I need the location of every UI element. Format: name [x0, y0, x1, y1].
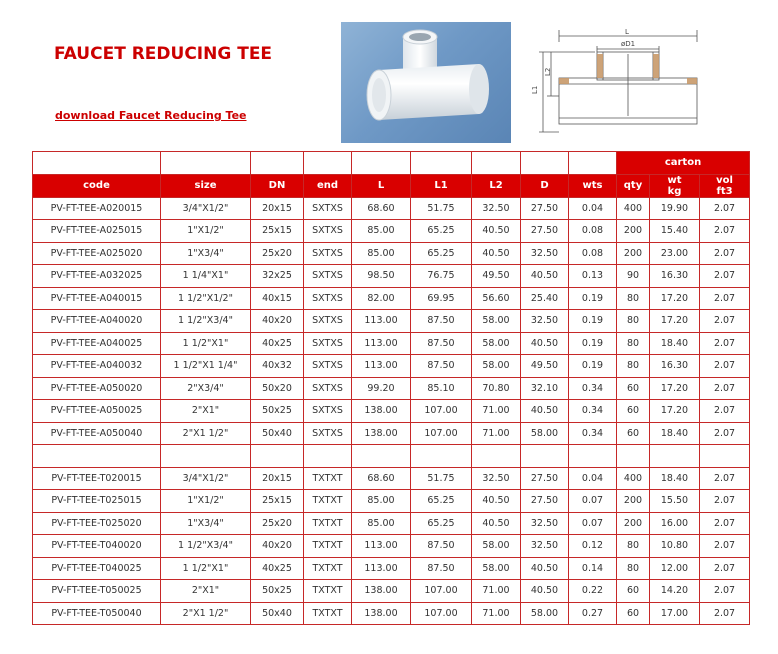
table-cell: 138.00 — [352, 400, 411, 423]
table-cell: 1"X1/2" — [161, 220, 251, 243]
table-cell: 25x20 — [251, 242, 304, 265]
table-cell: 113.00 — [352, 310, 411, 333]
table-cell: 32.50 — [521, 310, 569, 333]
table-row — [33, 197, 750, 220]
table-cell: SXTXS — [304, 220, 352, 243]
table-cell: 2.07 — [700, 557, 750, 580]
table-cell: 40.50 — [521, 332, 569, 355]
table-cell: 1 1/2"X3/4" — [161, 535, 251, 558]
table-cell: 0.14 — [569, 557, 617, 580]
table-cell: 49.50 — [521, 355, 569, 378]
table-cell: 2.07 — [700, 242, 750, 265]
table-cell: 16.30 — [650, 265, 700, 288]
table-cell: 58.00 — [521, 422, 569, 445]
page-title: FAUCET REDUCING TEE — [54, 44, 273, 64]
group-header-empty-cell — [251, 152, 304, 175]
table-cell: 60 — [617, 422, 650, 445]
table-row — [33, 512, 750, 535]
table-cell: 2.07 — [700, 287, 750, 310]
table-cell — [411, 445, 472, 468]
table-cell: TXTXT — [304, 512, 352, 535]
column-header-row — [33, 174, 750, 197]
table-cell: SXTXS — [304, 197, 352, 220]
table-cell: 2.07 — [700, 310, 750, 333]
column-header: L — [352, 174, 411, 197]
column-header: wts — [569, 174, 617, 197]
tee-cross-section-diagram — [529, 24, 710, 139]
table-cell: 2.07 — [700, 580, 750, 603]
table-cell: 32.50 — [521, 535, 569, 558]
table-cell: 0.04 — [569, 197, 617, 220]
table-cell: 27.50 — [521, 490, 569, 513]
table-cell: 87.50 — [411, 310, 472, 333]
table-cell: 87.50 — [411, 535, 472, 558]
table-cell: 0.34 — [569, 377, 617, 400]
table-cell: 85.10 — [411, 377, 472, 400]
table-cell — [33, 445, 161, 468]
table-cell: 0.34 — [569, 400, 617, 423]
table-row — [33, 557, 750, 580]
table-cell: PV-FT-TEE-T050025 — [33, 580, 161, 603]
table-cell: 68.60 — [352, 467, 411, 490]
table-cell: 2.07 — [700, 265, 750, 288]
table-cell: 50x40 — [251, 422, 304, 445]
table-cell: 138.00 — [352, 602, 411, 625]
table-cell: 69.95 — [411, 287, 472, 310]
table-cell: 138.00 — [352, 422, 411, 445]
table-cell: 68.60 — [352, 197, 411, 220]
table-cell: 10.80 — [650, 535, 700, 558]
table-cell: 58.00 — [521, 602, 569, 625]
table-cell: 113.00 — [352, 535, 411, 558]
table-cell: 50x40 — [251, 602, 304, 625]
table-cell: 40x32 — [251, 355, 304, 378]
table-cell: 3/4"X1/2" — [161, 197, 251, 220]
table-cell: 51.75 — [411, 467, 472, 490]
table-cell: 0.07 — [569, 490, 617, 513]
table-cell: 107.00 — [411, 580, 472, 603]
table-row — [33, 490, 750, 513]
technical-drawing — [529, 24, 710, 139]
table-cell: 25.40 — [521, 287, 569, 310]
table-cell: 2.07 — [700, 422, 750, 445]
table-cell: TXTXT — [304, 467, 352, 490]
table-cell: 80 — [617, 287, 650, 310]
group-header-empty-cell — [304, 152, 352, 175]
group-header-empty-cell — [33, 152, 161, 175]
table-cell: 40.50 — [472, 512, 521, 535]
table-cell: 58.00 — [472, 535, 521, 558]
table-cell: 85.00 — [352, 512, 411, 535]
table-cell: 107.00 — [411, 400, 472, 423]
table-cell: 0.19 — [569, 355, 617, 378]
table-cell: 0.04 — [569, 467, 617, 490]
table-cell: SXTXS — [304, 355, 352, 378]
spec-table — [32, 151, 750, 625]
tee-fitting-image — [341, 22, 511, 143]
table-cell: 18.40 — [650, 467, 700, 490]
table-cell: PV-FT-TEE-T025015 — [33, 490, 161, 513]
table-cell: SXTXS — [304, 265, 352, 288]
table-cell: 0.13 — [569, 265, 617, 288]
product-photo — [341, 22, 511, 143]
table-cell: SXTXS — [304, 377, 352, 400]
table-cell: 16.00 — [650, 512, 700, 535]
table-cell: 113.00 — [352, 332, 411, 355]
table-cell: 80 — [617, 310, 650, 333]
table-cell — [472, 445, 521, 468]
table-cell: 200 — [617, 490, 650, 513]
table-cell: PV-FT-TEE-A040032 — [33, 355, 161, 378]
table-cell: 56.60 — [472, 287, 521, 310]
table-cell: 1 1/2"X1 1/4" — [161, 355, 251, 378]
column-header: wt kg — [650, 174, 700, 197]
table-cell: 1 1/2"X3/4" — [161, 310, 251, 333]
table-cell: 0.27 — [569, 602, 617, 625]
table-cell: SXTXS — [304, 287, 352, 310]
table-cell: 40.50 — [521, 400, 569, 423]
table-cell: 40.50 — [521, 580, 569, 603]
dim-L1: L1 — [531, 85, 539, 94]
table-cell: 58.00 — [472, 332, 521, 355]
table-cell: 32.50 — [521, 512, 569, 535]
table-cell: 50x25 — [251, 580, 304, 603]
table-cell: 0.08 — [569, 242, 617, 265]
table-cell: 15.40 — [650, 220, 700, 243]
table-cell: PV-FT-TEE-A050025 — [33, 400, 161, 423]
table-cell: 25x15 — [251, 220, 304, 243]
table-cell: 71.00 — [472, 422, 521, 445]
table-cell: 87.50 — [411, 332, 472, 355]
table-cell: PV-FT-TEE-A025015 — [33, 220, 161, 243]
table-cell: 80 — [617, 535, 650, 558]
column-header: L1 — [411, 174, 472, 197]
table-cell — [352, 445, 411, 468]
table-cell: 40.50 — [472, 220, 521, 243]
table-cell: 71.00 — [472, 400, 521, 423]
table-cell: 32x25 — [251, 265, 304, 288]
table-cell: PV-FT-TEE-T040025 — [33, 557, 161, 580]
table-cell: 32.50 — [472, 197, 521, 220]
table-cell: 2.07 — [700, 467, 750, 490]
table-cell: 32.50 — [472, 467, 521, 490]
table-cell: 0.07 — [569, 512, 617, 535]
table-cell: 71.00 — [472, 602, 521, 625]
table-cell: 20x15 — [251, 467, 304, 490]
table-cell: 87.50 — [411, 355, 472, 378]
table-row — [33, 265, 750, 288]
column-header: code — [33, 174, 161, 197]
table-cell: 17.00 — [650, 602, 700, 625]
table-cell: 15.50 — [650, 490, 700, 513]
table-cell: 0.19 — [569, 310, 617, 333]
table-cell: 99.20 — [352, 377, 411, 400]
group-header-empty-cell — [521, 152, 569, 175]
table-cell: 1"X3/4" — [161, 242, 251, 265]
table-cell: 0.08 — [569, 220, 617, 243]
table-cell: 40.50 — [521, 265, 569, 288]
table-row — [33, 287, 750, 310]
table-cell: 27.50 — [521, 197, 569, 220]
column-header: vol ft3 — [700, 174, 750, 197]
table-cell: 18.40 — [650, 332, 700, 355]
table-cell: 200 — [617, 242, 650, 265]
table-cell: 60 — [617, 377, 650, 400]
table-cell: 2"X1 1/2" — [161, 422, 251, 445]
table-cell: 40x20 — [251, 535, 304, 558]
table-cell: 1 1/4"X1" — [161, 265, 251, 288]
table-cell: 0.22 — [569, 580, 617, 603]
table-row — [33, 377, 750, 400]
table-row — [33, 355, 750, 378]
table-cell: 2.07 — [700, 535, 750, 558]
table-cell: PV-FT-TEE-A040025 — [33, 332, 161, 355]
table-cell: 85.00 — [352, 490, 411, 513]
table-cell: 60 — [617, 602, 650, 625]
table-cell: 2.07 — [700, 602, 750, 625]
table-cell: PV-FT-TEE-T025020 — [33, 512, 161, 535]
table-cell: PV-FT-TEE-T050040 — [33, 602, 161, 625]
table-cell: 40x25 — [251, 557, 304, 580]
table-cell: 87.50 — [411, 557, 472, 580]
table-cell: 2.07 — [700, 197, 750, 220]
table-cell: 40.50 — [472, 242, 521, 265]
table-cell: 20x15 — [251, 197, 304, 220]
table-cell: 65.25 — [411, 242, 472, 265]
table-cell: 17.20 — [650, 310, 700, 333]
table-cell: 70.80 — [472, 377, 521, 400]
table-cell: SXTXS — [304, 242, 352, 265]
table-cell: PV-FT-TEE-T040020 — [33, 535, 161, 558]
table-cell: 40x20 — [251, 310, 304, 333]
table-cell: 16.30 — [650, 355, 700, 378]
table-row — [33, 467, 750, 490]
table-cell: 71.00 — [472, 580, 521, 603]
table-cell: 60 — [617, 580, 650, 603]
table-cell: 200 — [617, 220, 650, 243]
table-cell: 80 — [617, 332, 650, 355]
table-cell: TXTXT — [304, 580, 352, 603]
table-cell: PV-FT-TEE-A040015 — [33, 287, 161, 310]
table-cell: 82.00 — [352, 287, 411, 310]
table-cell: PV-FT-TEE-A040020 — [33, 310, 161, 333]
table-cell: 2"X1" — [161, 580, 251, 603]
group-header-empty-cell — [569, 152, 617, 175]
table-cell — [700, 445, 750, 468]
group-header-empty-cell — [161, 152, 251, 175]
table-cell: 107.00 — [411, 602, 472, 625]
table-cell: 18.40 — [650, 422, 700, 445]
table-cell: 200 — [617, 512, 650, 535]
table-cell — [569, 445, 617, 468]
table-cell: 400 — [617, 467, 650, 490]
table-cell: 60 — [617, 400, 650, 423]
table-cell: 32.10 — [521, 377, 569, 400]
dim-D1: øD1 — [621, 40, 636, 48]
table-cell: 58.00 — [472, 557, 521, 580]
table-cell: 2.07 — [700, 220, 750, 243]
table-row — [33, 220, 750, 243]
table-cell: 2.07 — [700, 490, 750, 513]
column-header: end — [304, 174, 352, 197]
table-cell: 0.34 — [569, 422, 617, 445]
table-cell — [161, 445, 251, 468]
table-cell: SXTXS — [304, 400, 352, 423]
table-cell: 50x20 — [251, 377, 304, 400]
column-header: D — [521, 174, 569, 197]
table-cell: 17.20 — [650, 377, 700, 400]
group-header-row — [33, 152, 750, 175]
column-header: L2 — [472, 174, 521, 197]
table-cell: 40.50 — [521, 557, 569, 580]
table-cell — [521, 445, 569, 468]
table-cell: TXTXT — [304, 535, 352, 558]
table-cell: 138.00 — [352, 580, 411, 603]
table-cell: 2"X1 1/2" — [161, 602, 251, 625]
table-row — [33, 332, 750, 355]
table-cell: 1"X3/4" — [161, 512, 251, 535]
table-cell: 113.00 — [352, 355, 411, 378]
table-row — [33, 422, 750, 445]
table-cell: SXTXS — [304, 310, 352, 333]
table-row — [33, 445, 750, 468]
table-cell: 27.50 — [521, 467, 569, 490]
table-cell: 51.75 — [411, 197, 472, 220]
table-cell: PV-FT-TEE-A050020 — [33, 377, 161, 400]
table-cell: 32.50 — [521, 242, 569, 265]
table-cell: 85.00 — [352, 242, 411, 265]
table-row — [33, 602, 750, 625]
table-cell: 2.07 — [700, 512, 750, 535]
table-cell: 3/4"X1/2" — [161, 467, 251, 490]
table-cell: 2"X3/4" — [161, 377, 251, 400]
table-cell: 400 — [617, 197, 650, 220]
table-cell: 25x15 — [251, 490, 304, 513]
table-cell: 65.25 — [411, 220, 472, 243]
table-cell — [251, 445, 304, 468]
table-cell: 2.07 — [700, 332, 750, 355]
column-header: qty — [617, 174, 650, 197]
table-cell: SXTXS — [304, 422, 352, 445]
table-row — [33, 535, 750, 558]
table-cell: 27.50 — [521, 220, 569, 243]
group-header-empty-cell — [411, 152, 472, 175]
table-cell: 58.00 — [472, 355, 521, 378]
table-cell: 113.00 — [352, 557, 411, 580]
table-cell: 65.25 — [411, 490, 472, 513]
table-cell: 2.07 — [700, 355, 750, 378]
table-cell — [650, 445, 700, 468]
table-cell: 80 — [617, 557, 650, 580]
table-cell: 1 1/2"X1/2" — [161, 287, 251, 310]
table-cell: 40x15 — [251, 287, 304, 310]
table-cell: SXTXS — [304, 332, 352, 355]
table-cell — [617, 445, 650, 468]
table-cell: 90 — [617, 265, 650, 288]
table-cell: TXTXT — [304, 490, 352, 513]
table-cell: 40x25 — [251, 332, 304, 355]
table-cell: 17.20 — [650, 400, 700, 423]
table-cell: PV-FT-TEE-A050040 — [33, 422, 161, 445]
table-cell: 2.07 — [700, 377, 750, 400]
table-row — [33, 242, 750, 265]
table-cell: 19.90 — [650, 197, 700, 220]
group-header-empty-cell — [472, 152, 521, 175]
table-row — [33, 310, 750, 333]
table-cell: 1"X1/2" — [161, 490, 251, 513]
table-cell: 65.25 — [411, 512, 472, 535]
table-cell: 25x20 — [251, 512, 304, 535]
table-cell: 80 — [617, 355, 650, 378]
dim-L2: L2 — [544, 67, 552, 76]
group-header-empty-cell — [352, 152, 411, 175]
table-cell — [304, 445, 352, 468]
table-row — [33, 400, 750, 423]
table-cell: 1 1/2"X1" — [161, 557, 251, 580]
carton-group-header: carton — [617, 152, 750, 175]
table-cell: 2.07 — [700, 400, 750, 423]
table-cell: 50x25 — [251, 400, 304, 423]
table-cell: 17.20 — [650, 287, 700, 310]
table-cell: 1 1/2"X1" — [161, 332, 251, 355]
table-cell: PV-FT-TEE-A032025 — [33, 265, 161, 288]
table-cell: TXTXT — [304, 602, 352, 625]
table-cell: 58.00 — [472, 310, 521, 333]
table-cell: 76.75 — [411, 265, 472, 288]
table-cell: PV-FT-TEE-T020015 — [33, 467, 161, 490]
table-cell: 0.19 — [569, 287, 617, 310]
table-cell: 0.19 — [569, 332, 617, 355]
table-cell: 0.12 — [569, 535, 617, 558]
column-header: size — [161, 174, 251, 197]
table-cell: 23.00 — [650, 242, 700, 265]
download-link[interactable]: download Faucet Reducing Tee — [55, 109, 247, 122]
table-row — [33, 580, 750, 603]
table-cell: TXTXT — [304, 557, 352, 580]
table-cell: 107.00 — [411, 422, 472, 445]
table-cell: PV-FT-TEE-A020015 — [33, 197, 161, 220]
table-cell: PV-FT-TEE-A025020 — [33, 242, 161, 265]
table-cell: 40.50 — [472, 490, 521, 513]
table-cell: 98.50 — [352, 265, 411, 288]
table-cell: 2"X1" — [161, 400, 251, 423]
table-cell: 49.50 — [472, 265, 521, 288]
table-cell: 85.00 — [352, 220, 411, 243]
dim-L: L — [625, 28, 629, 36]
column-header: DN — [251, 174, 304, 197]
table-cell: 12.00 — [650, 557, 700, 580]
table-cell: 14.20 — [650, 580, 700, 603]
